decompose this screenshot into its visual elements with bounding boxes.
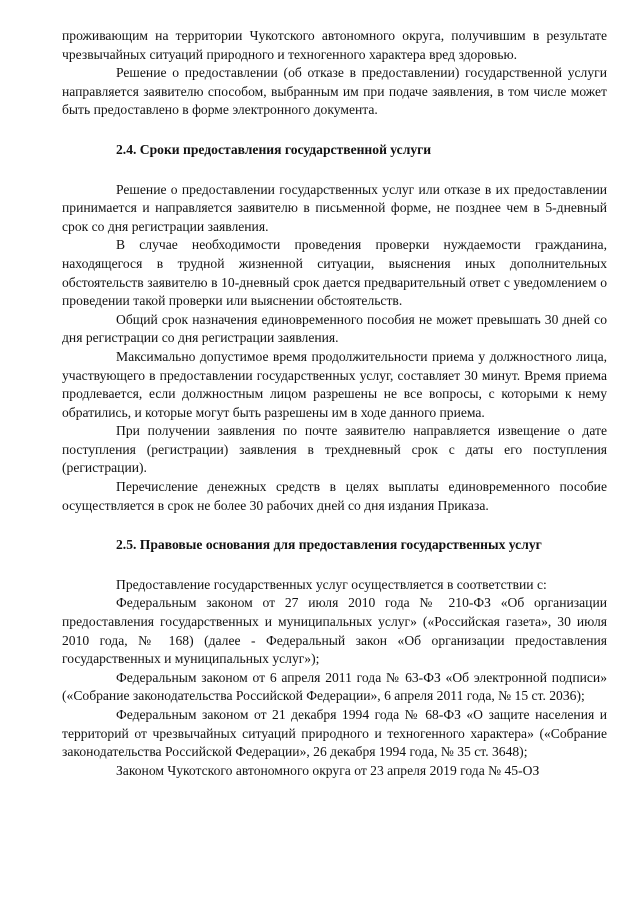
paragraph: Решение о предоставлении (об отказе в предоставлении) государственной услуги направляется заявителю способом, выбранным им при подаче заявления, в том числе может быть предоставлено в форме электронного документа.	[62, 65, 607, 118]
paragraph: Общий срок назначения единовременного пособия не может превышать 30 дней со дня регистрации со дня регистрации заявления.	[62, 311, 607, 346]
paragraph: В случае необходимости проведения проверки нуждаемости гражданина, находящегося в трудной жизненной ситуации, выяснения иных дополнительных обстоятельств заявителю в 10-дневный срок дается предварительный ответ с уведомлением о проведении такой проверки или выяснении обстоятельств.	[62, 237, 607, 309]
section-heading-2-5: 2.5. Правовые основания для предоставления государственных услуг	[116, 537, 542, 553]
paragraph: Решение о предоставлении государственных услуг или отказе в их предоставлении принимается и направляется заявителю в письменной форме, не позднее чем в 5-дневный срок со дня регистрации заявления.	[62, 181, 607, 234]
paragraph: Федеральным законом от 6 апреля 2011 года № 63-ФЗ «Об электронной подписи» («Собрание законодательства Российской Федерации», 6 апреля 2011 года, № 15 ст. 2036);	[62, 669, 607, 704]
paragraph: Федеральным законом от 21 декабря 1994 года № 68-ФЗ «О защите населения и территорий от чрезвычайных ситуаций природного и техногенного характера» («Собрание законодательства Российской Федерации», 26 декабря 1994 года, № 35 ст. 3648);	[62, 707, 607, 760]
section-heading-2-4: 2.4. Сроки предоставления государственной услуги	[116, 141, 432, 157]
paragraph: Предоставление государственных услуг осуществляется в соответствии с:	[116, 576, 547, 592]
paragraph-continuation: проживающим на территории Чукотского автономного округа, получившим в результате чрезвычайных ситуаций природного и техногенного характера вред здоровью.	[62, 28, 607, 62]
paragraph: Перечисление денежных средств в целях выплаты единовременного пособие осуществляется в срок не более 30 рабочих дней со дня издания Приказа.	[62, 479, 607, 513]
paragraph: При получении заявления по почте заявителю направляется извещение о дате поступления (регистрации) заявления в трехдневный срок с даты его поступления (регистрации).	[62, 423, 607, 476]
paragraph: Федеральным законом от 27 июля 2010 года № 210-ФЗ «Об организации предоставления государственных и муниципальных услуг» («Российская газета», 30 июля 2010 года, № 168) (далее - Федеральный закон «Об организации предоставления государственных и муниципальных услуг»);	[62, 595, 607, 667]
paragraph: Законом Чукотского автономного округа от 23 апреля 2019 года № 45-ОЗ	[116, 762, 540, 778]
paragraph: Максимально допустимое время продолжительности приема у должностного лица, участвующего в предоставлении государственных услуг, составляет 30 минут. Время приема продлевается, если должностным лицом разрешены не все вопросы, с которыми к нему обратились, и которые могут быть разрешены им в ходе данного приема.	[62, 348, 607, 420]
